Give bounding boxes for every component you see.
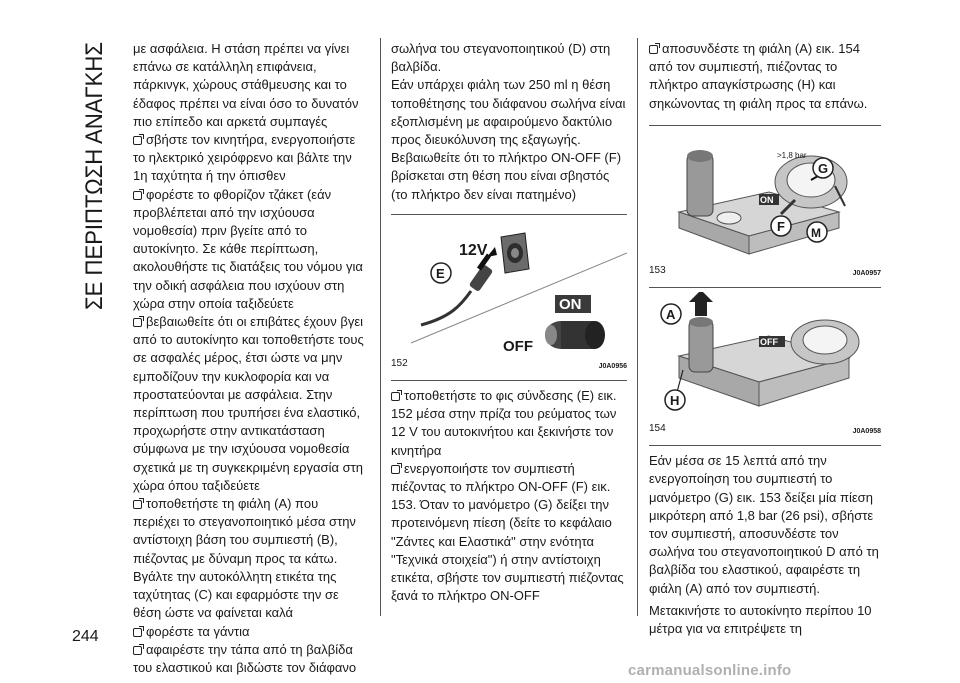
figure-bottom-rule [391, 380, 627, 381]
paragraph: με ασφάλεια. Η στάση πρέπει να γίνει επάνω σε κατάλληλη επιφάνεια, πάρκινγκ, χώρους στάθμευσης και το έδαφος πρέπει να είναι όσο το δυνατόν πιο επίπεδο και αρκετά συμπαγές [133, 41, 359, 129]
bullet-item: σβήστε τον κινητήρα, ενεργοποιήστε το ηλεκτρικό χειρόφρενο και βάλτε την 1η ταχύτητα ή την όπισθεν [133, 132, 356, 184]
label-e: E [436, 265, 445, 281]
figure-152 [391, 225, 627, 376]
label-a: A [666, 307, 676, 323]
figure-code: J0A0958 [852, 428, 881, 436]
bullet-item: φορέστε τα γάντια [133, 623, 368, 641]
on-off-button-icon [545, 321, 605, 349]
label-on: ON [559, 295, 582, 313]
figure-153-illustration [649, 132, 881, 260]
label-m: M [811, 225, 821, 240]
chapter-title-text: ΣΕ ΠΕΡΙΠΤΩΣΗ ΑΝΑΓΚΗΣ [81, 40, 108, 310]
figure-154-illustration [649, 292, 881, 418]
label-off: OFF [503, 337, 533, 353]
figure-154-caption [649, 420, 881, 441]
figure-153 [649, 132, 881, 283]
paragraph: Εάν υπάρχει φιάλη των 250 ml η θέση τοποθέτησης του διάφανου σωλήνα είναι εξοπλισμένη με αφαιρούμενο δακτύλιο προς διευκόλυνση της εξαγωγής. Βεβαιωθείτε ότι το πλήκτρο ON-OFF (F) βρίσκεται στη θέση που είναι σβηστός (το πλήκτρο δεν είναι πατημένο) [391, 77, 626, 202]
figure-top-rule [391, 214, 627, 215]
text-column-2 [391, 40, 627, 605]
label-f: F [777, 218, 785, 234]
label-g: G [818, 160, 829, 176]
bullet-item: τοποθετήστε τη φιάλη (A) που περιέχει το στεγανοποιητικό μέσα στην αντίστοιχη βάση του συμπιεστή (B), πιέζοντας με δύναμη προς τα κάτω. Βγάλτε την αυτοκόλλητη ετικέτα της ταχύτητας (C) και εφαρμόστε την σε θέση ώστε να φαίνεται καλά [133, 496, 356, 621]
bullet-icon [133, 136, 142, 145]
page-number: 244 [72, 628, 99, 645]
label-h: H [670, 393, 680, 409]
bullet-item: αφαιρέστε την τάπα από τη βαλβίδα του ελαστικού και βιδώστε τον διάφανο [133, 641, 357, 675]
figure-153-caption [649, 262, 881, 283]
paragraph: Εάν μέσα σε 15 λεπτά από την ενεργοποίηση του συμπιεστή το μανόμετρο (G) εικ. 153 δείξει μία πίεση μικρότερη από 1,8 bar (26 psi), σβήστε τον συμπιεστή, αποσυνδέστε τον σωλήνα του στεγανοποιητικού D από τη βαλβίδα του ελαστικού, αφαιρέστε τη φιάλη (A) από τον συμπιεστή. [649, 453, 879, 596]
bullet-item: ενεργοποιήστε τον συμπιεστή πιέζοντας το πλήκτρο ON-OFF (F) εικ. 153. Όταν το μανόμετρο (G) δείξει την προτεινόμενη πίεση (δείτε το κεφάλαιο "Ζάντες και Ελαστικά" στην ενότητα "Τεχνικά στοιχεία") ή στην αντίστοιχη ετικέτα, σβήστε τον συμπιεστή πιέζοντας ξανά το πλήκτρο ON-OFF [391, 460, 624, 604]
figure-number: 154 [649, 423, 666, 435]
bullet-icon [133, 646, 142, 655]
bullet-icon [649, 45, 658, 54]
figure-code: J0A0956 [598, 362, 627, 370]
paragraph: σωλήνα του στεγανοποιητικού (D) στη βαλβίδα. [391, 41, 611, 75]
text-column-3 [649, 40, 881, 638]
figure-bottom-rule [649, 445, 881, 446]
figure-number: 153 [649, 264, 666, 276]
label-12v: 12V [459, 241, 488, 259]
figure-154 [649, 292, 881, 441]
text-column-1 [133, 40, 368, 677]
bullet-icon [133, 318, 142, 327]
figure-152-illustration [391, 225, 627, 353]
figure-number: 152 [391, 357, 408, 369]
watermark: carmanualsonline.info [628, 662, 792, 679]
column-divider-1 [380, 38, 381, 616]
bullet-item: φορέστε το φθορίζον τζάκετ (εάν προβλέπεται από την ισχύουσα νομοθεσία) πριν βγείτε από το αυτοκίνητο. Σε κάθε περίπτωση, ακολουθήστε τις διατάξεις του νόμου για την οδική ασφάλεια που ισχύουν στη χώρα στην οποία ταξιδεύετε [133, 186, 363, 311]
bullet-icon [391, 392, 400, 401]
figure-code: J0A0957 [852, 269, 881, 277]
label-on: ON [760, 194, 774, 205]
arrow-up-icon [689, 292, 713, 316]
column-divider-2 [637, 38, 638, 616]
compressor-icon [679, 317, 859, 406]
bullet-icon [133, 500, 142, 509]
paragraph: Μετακινήστε το αυτοκίνητο περίπου 10 μέτρα για να επιτρέψετε τη [649, 602, 872, 637]
bullet-item: αποσυνδέστε τη φιάλη (A) εικ. 154 από τον συμπιεστή, πιέζοντας το πλήκτρο απαγκίστρωσης (H) και σηκώνοντας τη φιάλη προς τα επάνω. [649, 41, 868, 111]
label-bar: >1,8 bar [777, 150, 807, 160]
label-off: OFF [760, 337, 778, 348]
bullet-icon [391, 465, 400, 474]
bullet-icon [133, 628, 142, 637]
chapter-side-title [66, 40, 112, 310]
bullet-icon [133, 191, 142, 200]
figure-top-rule [649, 125, 881, 126]
figure-rule [649, 287, 881, 288]
bullet-item: τοποθετήστε το φις σύνδεσης (E) εικ. 152 μέσα στην πρίζα του ρεύματος των 12 V του αυτοκινήτου και ξεκινήστε τον κινητήρα [391, 388, 617, 458]
figure-152-caption [391, 355, 627, 376]
bullet-item: βεβαιωθείτε ότι οι επιβάτες έχουν βγει από το αυτοκίνητο και τοποθετήστε τους σε ασφαλές μέρος, έτσι ώστε να μην εμποδίζουν την κυκλοφορία και να προστατεύονται με ασφάλεια. Στην περίπτωση που τρυπήσει ένα ελαστικό, προχωρήστε στην αντικατάσταση σύμφωνα με την ισχύουσα νομοθεσία σχετικά με τη συγκεκριμένη εργασία στη χώρα όπου ταξιδεύετε [133, 314, 364, 493]
power-socket-icon [501, 233, 529, 273]
